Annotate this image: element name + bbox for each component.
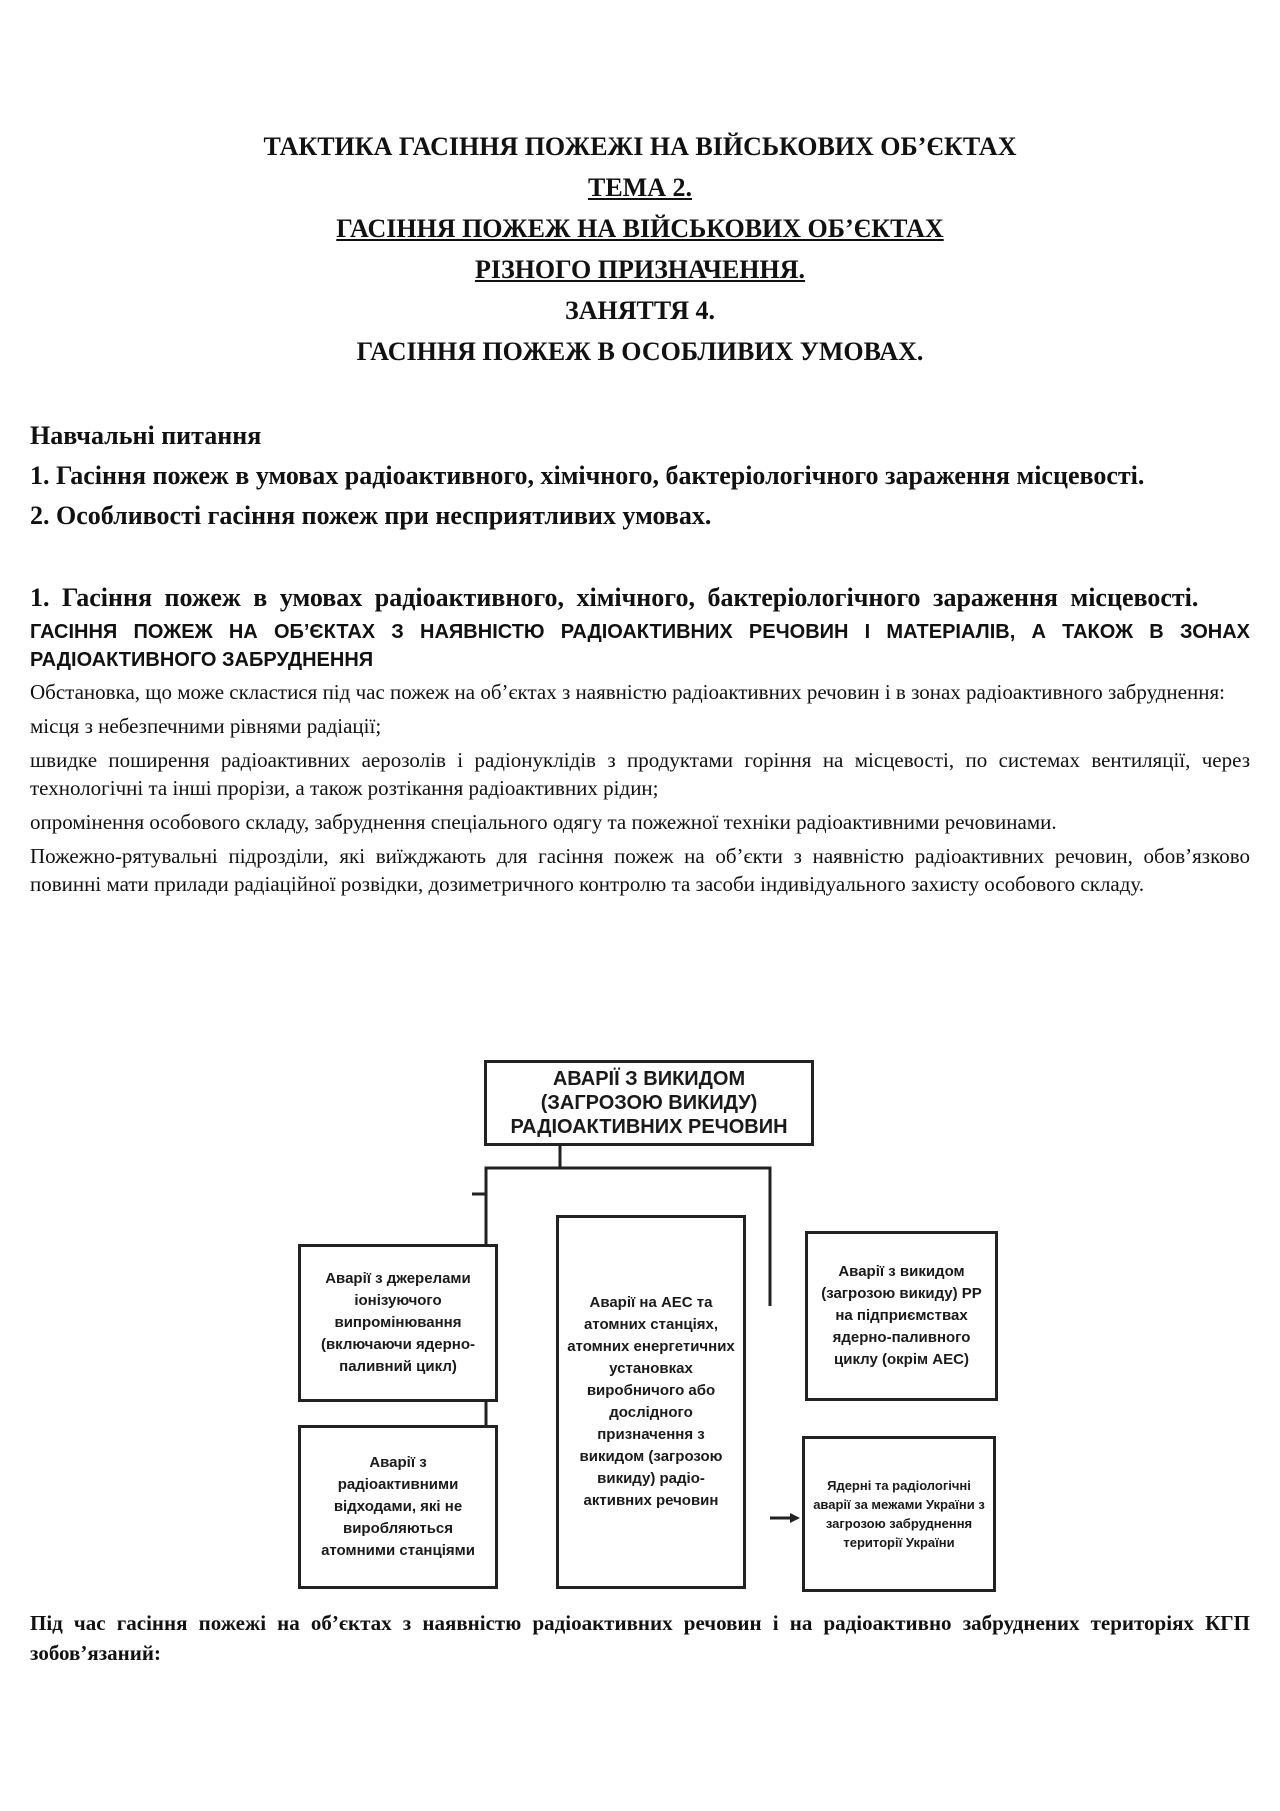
course-title: ТАКТИКА ГАСІННЯ ПОЖЕЖІ НА ВІЙСЬКОВИХ ОБ’ЄКТАХ [263,132,1017,161]
lesson-number: ЗАНЯТТЯ 4. [565,296,715,325]
diagram-center-box: Аварії на АЕС та атомних станціях, атомних енергетичних установках виробничого або дослідного призначення з викидом (загрозою викиду) радіо-активних речовин [556,1215,746,1589]
questions-heading: Навчальні питання [30,421,262,450]
lesson-title: ГАСІННЯ ПОЖЕЖ В ОСОБЛИВИХ УМОВАХ. [356,337,924,366]
accident-classification-diagram [278,1048,1000,1594]
paragraph-units: Пожежно-рятувальні підрозділи, які виїжджають для гасіння пожеж на об’єкти з наявністю радіоактивних речовин, обов’язково повинні мати прилади радіаційної розвідки, дозиметричного контролю та засоби індивідуального захисту особового складу. [30,844,1250,896]
diagram-left-box-2: Аварії з радіоактивними відходами, які не виробляються атомними станціями [298,1425,498,1589]
section-1-title: 1. Гасіння пожеж в умовах радіоактивного, хімічного, бактеріологічного зараження місцевості. [30,583,1199,612]
section-1-subtitle: ГАСІННЯ ПОЖЕЖ НА ОБ’ЄКТАХ З НАЯВНІСТЮ РАДІОАКТИВНИХ РЕЧОВИН І МАТЕРІАЛІВ, А ТАКОЖ В ЗОНАХ РАДІОАКТИВНОГО ЗАБРУДНЕННЯ [30,621,1250,671]
question-1: 1. Гасіння пожеж в умовах радіоактивного, хімічного, бактеріологічного зараження місцевості. [30,461,1145,490]
paragraph-situation: Обстановка, що може скластися під час пожеж на об’єктах з наявністю радіоактивних речовин і в зонах радіоактивного забруднення: [30,680,1225,704]
diagram-right-box-2: Ядерні та радіологічні аварії за межами України з загрозою забруднення території України [802,1436,996,1592]
topic-number: ТЕМА 2. [588,173,692,202]
document-page [30,0,1250,904]
topic-title-line2: РІЗНОГО ПРИЗНАЧЕННЯ. [474,255,806,284]
paragraph-spread: швидке поширення радіоактивних аерозолів і радіонуклідів з продуктами горіння на місцевості, по системах вентиляції, через технологічні та інші прорізи, а також розтікання радіоактивних рідин; [30,748,1250,800]
diagram-right-box-1: Аварії з викидом (загрозою викиду) РР на підприємствах ядерно-паливного циклу (окрім АЕС) [805,1231,998,1401]
topic-title-line1: ГАСІННЯ ПОЖЕЖ НА ВІЙСЬКОВИХ ОБ’ЄКТАХ [336,214,944,243]
diagram-top-box: АВАРІЇ З ВИКИДОМ (ЗАГРОЗОЮ ВИКИДУ) РАДІОАКТИВНИХ РЕЧОВИН [484,1060,814,1146]
question-2: 2. Особливості гасіння пожеж при несприятливих умовах. [30,501,712,530]
closing-paragraph: Під час гасіння пожежі на об’єктах з наявністю радіоактивних речовин і на радіоактивно забруднених територіях КГП зобов’язаний: [30,1611,1250,1665]
diagram-left-box-1: Аварії з джерелами іонізуючого випромінювання (включаючи ядерно-паливний цикл) [298,1244,498,1402]
paragraph-exposure: опромінення особового складу, забруднення спеціального одягу та пожежної техніки радіоактивними речовинами. [30,810,1057,834]
paragraph-radiation-places: місця з небезпечними рівнями радіації; [30,714,382,738]
